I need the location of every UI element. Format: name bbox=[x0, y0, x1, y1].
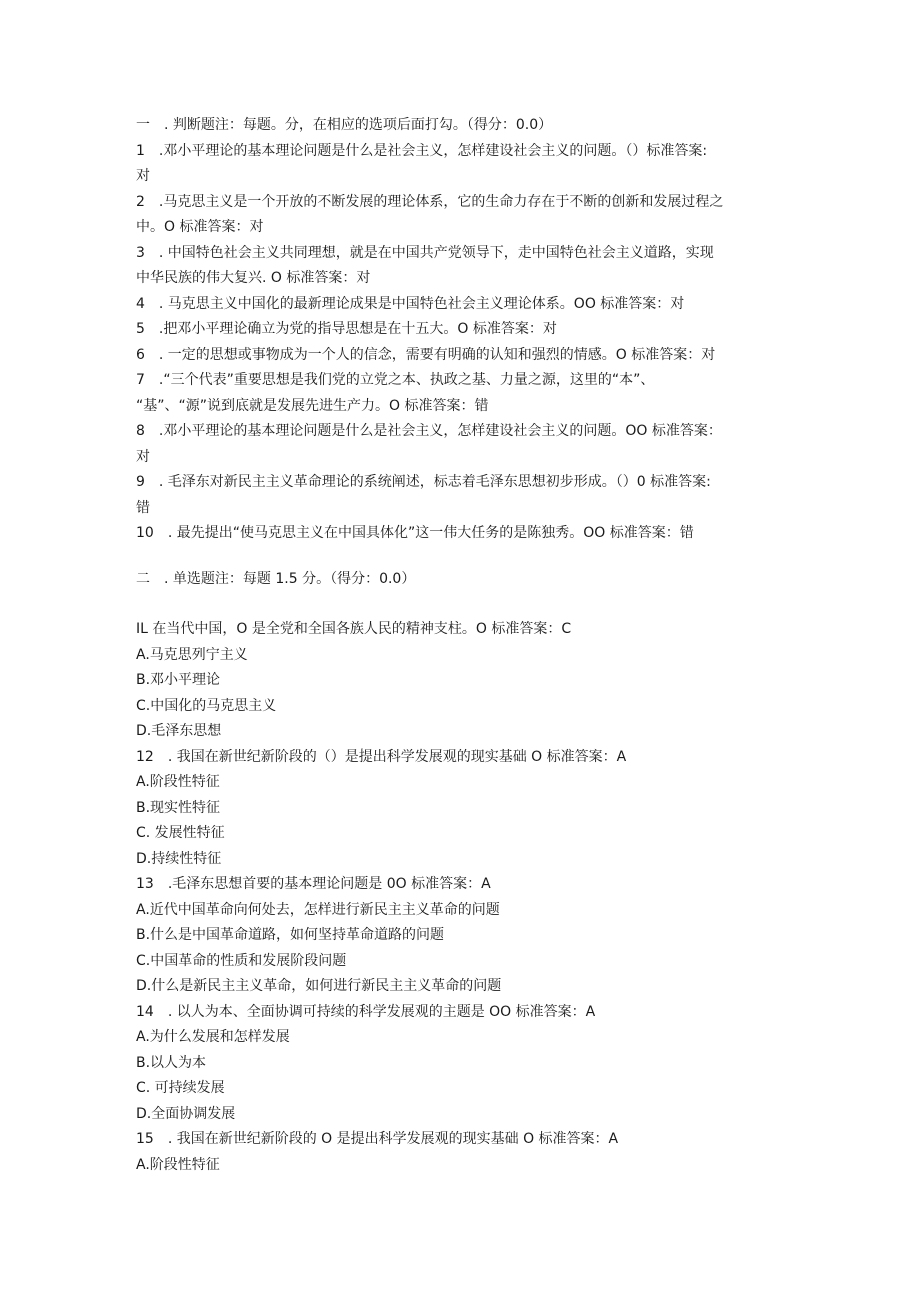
section-1-lines bbox=[136, 139, 786, 547]
text-line: C.中国革命的性质和发展阶段问题 bbox=[136, 952, 347, 969]
text-line: 4 . 马克思主义中国化的最新理论成果是中国特色社会主义理论体系。OO 标准答案：对 bbox=[136, 295, 685, 312]
text-line: A.马克思列宁主义 bbox=[136, 646, 248, 663]
text-line: 10 . 最先提出“使马克思主义在中国具体化”这一伟大任务的是陈独秀。OO 标准答案：错 bbox=[136, 525, 694, 541]
text-line: 8 .邓小平理论的基本理论问题是什么是社会主义，怎样建设社会主义的问题。OO 标准答案： bbox=[136, 423, 722, 439]
spacer bbox=[136, 592, 786, 617]
spacer bbox=[136, 547, 786, 567]
section-1-heading: 一 . 判断题注：每题。分，在相应的选项后面打勾。（得分：0.0） bbox=[136, 117, 553, 133]
document-page bbox=[136, 113, 786, 1178]
text-line: A.阶段性特征 bbox=[136, 1156, 220, 1173]
section-2-lines bbox=[136, 617, 786, 1178]
text-line: C. 发展性特征 bbox=[136, 825, 225, 841]
text-line: 9 . 毛泽东对新民主主义革命理论的系统阐述，标志着毛泽东思想初步形成。（）0 标准答案: bbox=[136, 474, 711, 490]
text-line: A.为什么发展和怎样发展 bbox=[136, 1029, 290, 1045]
text-line: 错 bbox=[136, 499, 150, 516]
text-line: B.以人为本 bbox=[136, 1054, 207, 1071]
text-line: 5 .把邓小平理论确立为党的指导思想是在十五大。O 标准答案：对 bbox=[136, 321, 557, 337]
text-line: 6 . 一定的思想或事物成为一个人的信念，需要有明确的认知和强烈的情感。O 标准答案：对 bbox=[136, 346, 716, 363]
text-line: 对 bbox=[136, 448, 150, 465]
text-line: D.什么是新民主主义革命，如何进行新民主主义革命的问题 bbox=[136, 978, 502, 994]
text-line: A.阶段性特征 bbox=[136, 774, 220, 790]
text-line: B.现实性特征 bbox=[136, 799, 221, 816]
text-line: C. 可持续发展 bbox=[136, 1080, 225, 1096]
section-2-heading: 二 . 单选题注：每题 1.5 分。（得分：0.0） bbox=[136, 570, 416, 587]
text-line: D.毛泽东思想 bbox=[136, 723, 222, 739]
text-line: C.中国化的马克思主义 bbox=[136, 697, 277, 714]
text-line: IL 在当代中国，O 是全党和全国各族人民的精神支柱。O 标准答案：C bbox=[136, 621, 572, 637]
text-line: “基”、“源”说到底就是发展先进生产力。O 标准答案：错 bbox=[136, 397, 489, 414]
text-line: 中。O 标准答案：对 bbox=[136, 219, 264, 235]
text-line: 13 .毛泽东思想首要的基本理论问题是 0O 标准答案：A bbox=[136, 876, 491, 892]
text-line: 15 . 我国在新世纪新阶段的 O 是提出科学发展观的现实基础 O 标准答案：A bbox=[136, 1131, 619, 1147]
text-line: A.近代中国革命向何处去，怎样进行新民主主义革命的问题 bbox=[136, 901, 500, 918]
text-line: 2 .马克思主义是一个开放的不断发展的理论体系，它的生命力存在于不断的创新和发展过程之 bbox=[136, 193, 724, 210]
text-line: 1 .邓小平理论的基本理论问题是什么是社会主义，怎样建设社会主义的问题。（）标准答案: bbox=[136, 142, 708, 159]
text-line: 7 .“三个代表”重要思想是我们党的立党之本、执政之基、力量之源，这里的“本”、 bbox=[136, 372, 655, 388]
text-line: 中华民族的伟大复兴. O 标准答案：对 bbox=[136, 270, 371, 286]
text-line: 12 . 我国在新世纪新阶段的（）是提出科学发展观的现实基础 O 标准答案：A bbox=[136, 748, 627, 765]
text-line: 对 bbox=[136, 168, 150, 184]
text-line: D.持续性特征 bbox=[136, 850, 222, 867]
text-line: D.全面协调发展 bbox=[136, 1105, 236, 1122]
text-line: B.什么是中国革命道路，如何坚持革命道路的问题 bbox=[136, 927, 445, 943]
text-line: 14 . 以人为本、全面协调可持续的科学发展观的主题是 OO 标准答案：A bbox=[136, 1003, 596, 1020]
text-line: B.邓小平理论 bbox=[136, 672, 221, 688]
text-line: 3 . 中国特色社会主义共同理想，就是在中国共产党领导下，走中国特色社会主义道路，实现 bbox=[136, 244, 714, 261]
